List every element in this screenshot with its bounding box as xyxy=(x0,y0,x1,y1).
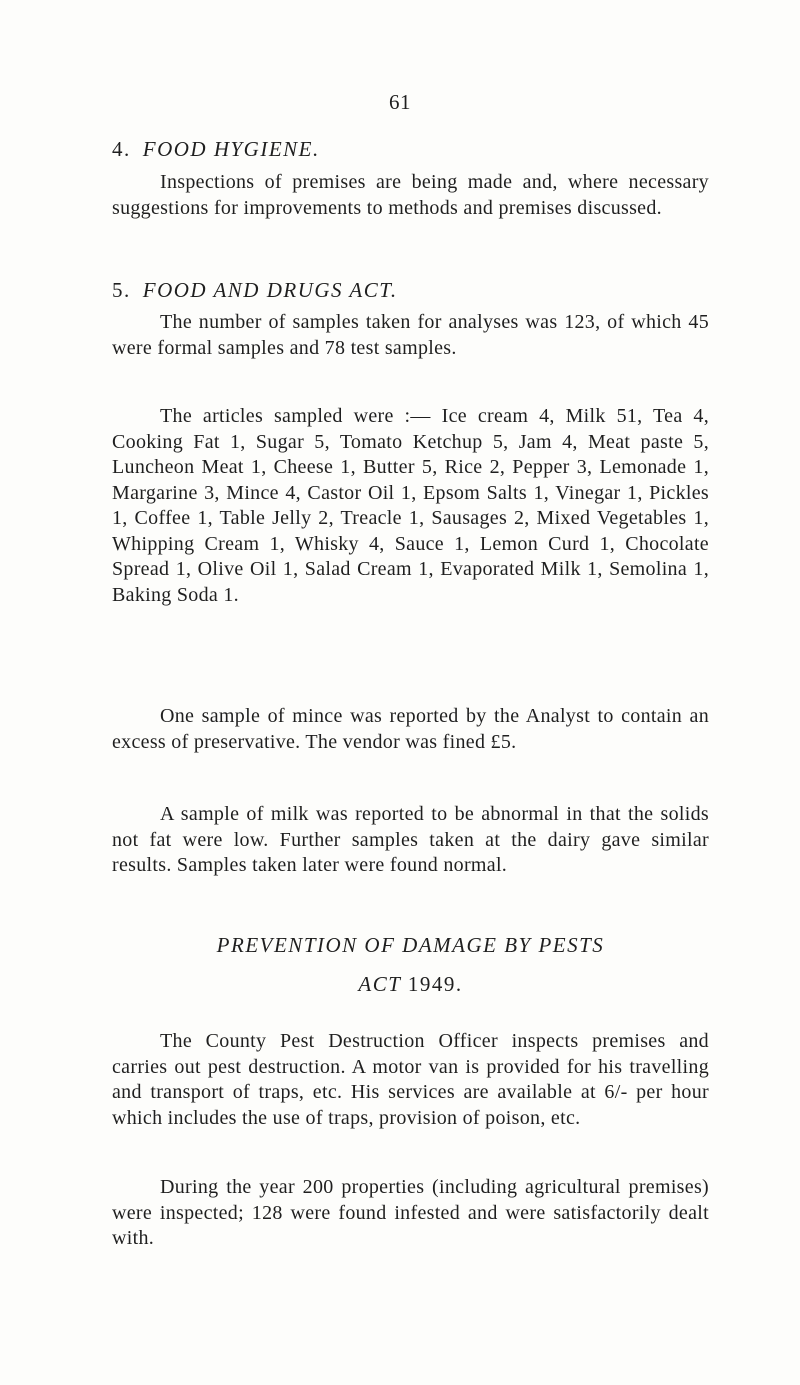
section-title: FOOD AND DRUGS ACT. xyxy=(142,278,398,302)
section-number: 4. xyxy=(112,137,131,161)
section-title-line2 xyxy=(112,972,709,997)
section-heading-food-hygiene xyxy=(112,137,320,162)
paragraph-articles-sampled: The articles sampled were :— Ice cream 4, Milk 51, Tea 4, Cooking Fat 1, Sugar 5, Tomato Ketchup 5, Jam 4, Meat paste 5, Luncheon Meat 1, Cheese 1, Butter 5, Rice 2, Pepper 3, Lemonade 1, Margarine 3, Mince 4, Castor Oil 1, Epsom Salts 1, Vinegar 1, Pickles 1, Coffee 1, Table Jelly 2, Treacle 1, Sausages 2, Mixed Vegetables 1, Whipping Cream 1, Whisky 4, Sauce 1, Lemon Curd 1, Chocolate Spread 1, Olive Oil 1, Salad Cream 1, Evaporated Milk 1, Semolina 1, Baking Soda 1. xyxy=(112,405,709,606)
paragraph: During the year 200 properties (including agricultural premises) were inspected; 128 were found infested and were satisfactorily dealt with. xyxy=(112,1176,709,1249)
paragraph: A sample of milk was reported to be abnormal in that the solids not fat were low. Further samples taken at the dairy gave similar results. Samples taken later were found normal. xyxy=(112,803,709,876)
section-title-year: 1949. xyxy=(407,972,463,996)
section-title-line1: PREVENTION OF DAMAGE BY PESTS xyxy=(216,933,605,957)
section-number: 5. xyxy=(112,278,131,302)
paragraph: One sample of mince was reported by the Analyst to contain an excess of preservative. The vendor was fined £5. xyxy=(112,705,709,753)
page-number: 61 xyxy=(389,90,411,114)
section-title: FOOD HYGIENE. xyxy=(142,137,320,161)
section-title-act: ACT xyxy=(358,972,402,996)
section-heading-prevention-of-damage-by-pests xyxy=(112,933,709,997)
paragraph: The number of samples taken for analyses was 123, of which 45 were formal samples and 78 test samples. xyxy=(112,311,709,359)
paragraph: The County Pest Destruction Officer inspects premises and carries out pest destruction. A motor van is provided for his travelling and transport of traps, etc. His services are available at 6/- per hour which includes the use of traps, provision of poison, etc. xyxy=(112,1030,709,1129)
section-heading-food-and-drugs-act xyxy=(112,278,398,303)
paragraph: Inspections of premises are being made and, where necessary suggestions for improvements to methods and premises discussed. xyxy=(112,171,709,219)
